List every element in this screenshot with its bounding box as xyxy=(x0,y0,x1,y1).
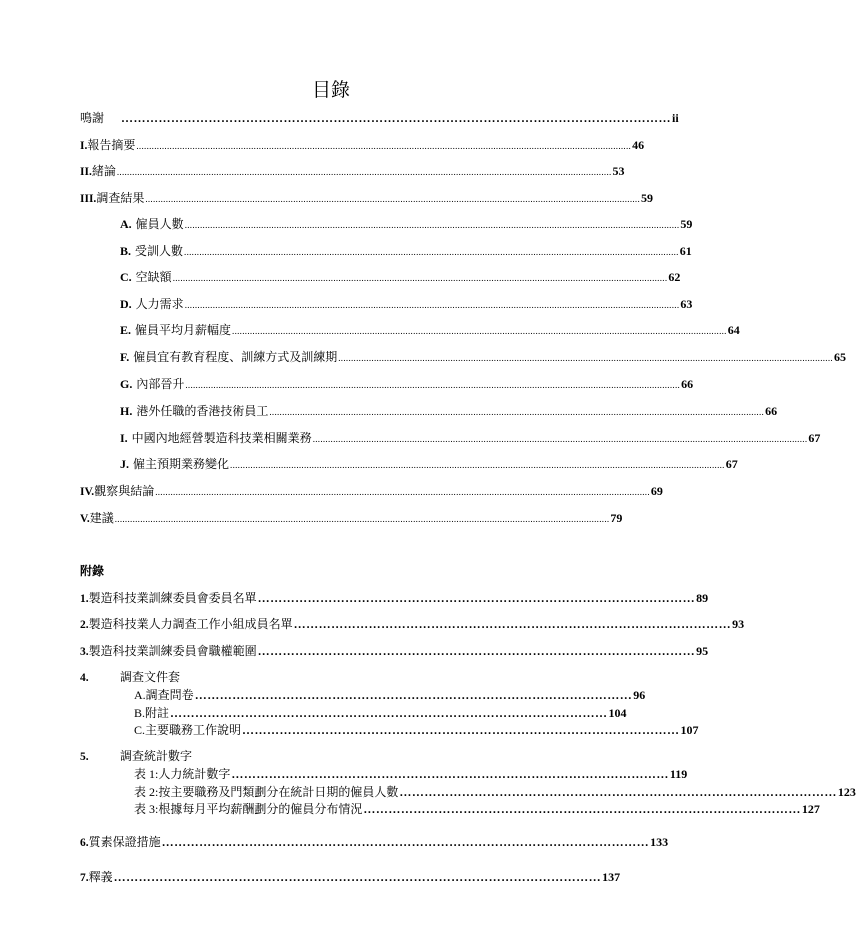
page-number: 64 xyxy=(727,323,740,337)
section-label: 僱員平均月薪幅度 xyxy=(135,323,232,337)
toc-table-1[interactable] xyxy=(134,766,688,782)
appendix-label: 調查統計數字 xyxy=(120,749,193,763)
leader-dots: .................................................................................................................................................................................................. xyxy=(114,514,610,524)
page-number: 66 xyxy=(765,404,778,418)
section-key: D. xyxy=(120,297,132,311)
page-number: 59 xyxy=(641,191,654,205)
appendix-number: 1. xyxy=(80,593,89,605)
page-number: 95 xyxy=(696,644,709,658)
leader-dots: …………………………………………………………………………………………… xyxy=(194,688,633,702)
chapter-number: IV. xyxy=(80,486,95,498)
appendix-label: 調查文件套 xyxy=(120,670,181,684)
page-number: 59 xyxy=(680,217,693,231)
leader-dots: .................................................................................................................................................................................................. xyxy=(232,326,727,336)
toc-appendix-4a[interactable] xyxy=(134,687,646,703)
appendix-number: 4. xyxy=(80,672,89,684)
page-number: 65 xyxy=(833,350,846,364)
appendix-number: 6. xyxy=(80,837,89,849)
page-number: 137 xyxy=(602,870,621,884)
page-number: 133 xyxy=(650,835,669,849)
doc-label: 主要職務工作說明 xyxy=(145,723,242,737)
appendix-label: 釋義 xyxy=(88,870,113,884)
section-key: F. xyxy=(120,350,130,364)
doc-label: 附註 xyxy=(145,706,170,720)
section-label: 僱主預期業務變化 xyxy=(133,457,230,471)
section-key: H. xyxy=(120,404,133,418)
chapter-label: 建議 xyxy=(89,511,114,525)
section-label: 空缺額 xyxy=(135,270,172,284)
page-number: 67 xyxy=(808,431,821,445)
section-key: A. xyxy=(120,217,132,231)
leader-dots: ……………………………………………………………………………………………………… xyxy=(161,835,650,849)
toc-chapter-3[interactable] xyxy=(80,190,654,207)
section-label: 內部晉升 xyxy=(136,377,185,391)
page-number: 123 xyxy=(837,785,856,799)
appendix-number: 3. xyxy=(80,646,89,658)
chapter-number: V. xyxy=(80,513,90,525)
leader-dots: …………………………………………………………………………………………… xyxy=(257,591,696,605)
section-key: B. xyxy=(120,244,132,258)
leader-dots: .................................................................................................................................................................................................. xyxy=(230,460,725,470)
page-number: 127 xyxy=(801,802,820,816)
page-number: 89 xyxy=(696,591,709,605)
leader-dots: .................................................................................................................................................................................................. xyxy=(184,300,680,310)
toc-section-c[interactable] xyxy=(120,269,681,286)
page-number: 96 xyxy=(633,688,646,702)
table-key: 表 3: xyxy=(134,802,159,816)
leader-dots: .................................................................................................................................................................................................. xyxy=(184,220,680,230)
page-number: 53 xyxy=(612,164,625,178)
appendix-number: 5. xyxy=(80,751,89,763)
page-number: 66 xyxy=(681,377,694,391)
appendix-number: 2. xyxy=(80,619,89,631)
toc-section-j[interactable] xyxy=(120,456,738,473)
section-label: 中國內地經營製造科技業相關業務 xyxy=(131,431,312,445)
table-key: 表 1: xyxy=(134,767,159,781)
leader-dots: …………………………………………………………………………………………… xyxy=(363,802,801,816)
page-number: 67 xyxy=(725,457,738,471)
doc-key: A. xyxy=(134,688,146,702)
section-key: I. xyxy=(120,431,128,445)
section-label: 人力需求 xyxy=(135,297,184,311)
chapter-number: III. xyxy=(80,193,97,205)
leader-dots: .................................................................................................................................................................................................. xyxy=(312,434,808,444)
appendix-label: 製造科技業訓練委員會職權範圍 xyxy=(88,644,257,658)
leader-dots: .................................................................................................................................................................................................. xyxy=(145,194,641,204)
page-title: 目錄 xyxy=(311,79,350,101)
doc-label: 調查問卷 xyxy=(145,688,194,702)
section-key: G. xyxy=(120,377,133,391)
leader-dots: …………………………………………………………………………………………………………………… xyxy=(121,111,671,125)
page-number: 61 xyxy=(679,244,692,258)
toc-chapter-1[interactable] xyxy=(80,137,645,154)
chapter-label: 觀察與結論 xyxy=(94,484,155,498)
toc-chapter-5[interactable] xyxy=(80,510,623,527)
toc-appendix-4[interactable] xyxy=(80,669,577,686)
chapter-label: 調查結果 xyxy=(96,191,145,205)
toc-table-3[interactable] xyxy=(134,801,820,817)
table-key: 表 2: xyxy=(134,785,159,799)
appendix-heading: 附錄 xyxy=(80,564,105,578)
leader-dots: …………………………………………………………………………………………… xyxy=(293,617,732,631)
doc-key: C. xyxy=(134,723,146,737)
toc-section-e[interactable] xyxy=(120,322,740,339)
section-label: 僱員人數 xyxy=(135,217,184,231)
table-label: 按主要職務及門類劃分在統計日期的僱員人數 xyxy=(158,785,399,799)
leader-dots: .................................................................................................................................................................................................. xyxy=(184,247,679,257)
leader-dots: …………………………………………………………………………………………… xyxy=(170,706,608,720)
toc-chapter-2[interactable] xyxy=(80,163,625,180)
toc-appendix-1[interactable] xyxy=(80,590,709,607)
appendix-label: 製造科技業訓練委員會委員名單 xyxy=(88,591,257,605)
page-number: ii xyxy=(672,111,679,125)
page-number: 46 xyxy=(632,138,645,152)
toc-appendix-4c[interactable] xyxy=(134,722,699,738)
appendix-label: 質素保證措施 xyxy=(88,835,161,849)
toc-section-a[interactable] xyxy=(120,216,693,233)
toc-appendix-2[interactable] xyxy=(80,616,745,633)
toc-section-d[interactable] xyxy=(120,296,693,313)
toc-entry-ack[interactable] xyxy=(80,110,679,126)
section-key: C. xyxy=(120,270,132,284)
leader-dots: .................................................................................................................................................................................................. xyxy=(269,407,765,417)
toc-section-h[interactable] xyxy=(120,403,778,420)
leader-dots: …………………………………………………………………………………………… xyxy=(231,767,669,781)
leader-dots: .................................................................................................................................................................................................. xyxy=(185,380,681,390)
leader-dots: …………………………………………………………………………………………… xyxy=(242,723,680,737)
section-label: 港外任職的香港技術員工 xyxy=(136,404,269,418)
toc-appendix-7[interactable] xyxy=(80,869,621,886)
toc-ack-label: 鳴謝 xyxy=(80,111,105,125)
toc-section-f[interactable] xyxy=(120,349,846,366)
page-number: 62 xyxy=(668,270,681,284)
toc-section-g[interactable] xyxy=(120,376,694,393)
table-label: 人力統計數字 xyxy=(158,767,231,781)
section-label: 僱員宜有教育程度、訓練方式及訓練期 xyxy=(133,350,338,364)
leader-dots: .................................................................................................................................................................................................. xyxy=(155,487,650,497)
toc-section-b[interactable] xyxy=(120,243,692,260)
chapter-number: II. xyxy=(80,166,92,178)
page-number: 104 xyxy=(608,706,627,720)
toc-chapter-4[interactable] xyxy=(80,483,663,500)
leader-dots: .................................................................................................................................................................................................. xyxy=(136,141,632,151)
toc-table-2[interactable] xyxy=(134,784,856,800)
chapter-label: 報告摘要 xyxy=(87,138,136,152)
leader-dots: .................................................................................................................................................................................................. xyxy=(116,167,612,177)
page-number: 119 xyxy=(669,767,688,781)
toc-appendix-5[interactable] xyxy=(80,748,577,765)
toc-appendix-4b[interactable] xyxy=(134,705,627,721)
leader-dots: .................................................................................................................................................................................................. xyxy=(172,273,668,283)
appendix-number: 7. xyxy=(80,872,89,884)
page-number: 107 xyxy=(680,723,699,737)
toc-appendix-3[interactable] xyxy=(80,643,709,660)
page-number: 93 xyxy=(732,617,745,631)
page-number: 63 xyxy=(680,297,693,311)
leader-dots: …………………………………………………………………………………………… xyxy=(257,644,696,658)
leader-dots: …………………………………………………………………………………………… xyxy=(399,785,837,799)
chapter-label: 緒論 xyxy=(91,164,116,178)
doc-key: B. xyxy=(134,706,146,720)
section-key: J. xyxy=(120,457,129,471)
toc-section-i[interactable] xyxy=(120,430,821,447)
chapter-number: I. xyxy=(80,140,88,152)
section-label: 受訓人數 xyxy=(135,244,184,258)
toc-appendix-6[interactable] xyxy=(80,834,669,851)
page-number: 79 xyxy=(610,511,623,525)
section-key: E. xyxy=(120,323,132,337)
table-label: 根據每月平均薪酬劃分的僱員分布情況 xyxy=(158,802,363,816)
appendix-label: 製造科技業人力調查工作小組成員名單 xyxy=(88,617,293,631)
leader-dots: .................................................................................................................................................................................................. xyxy=(338,353,833,363)
page-number: 69 xyxy=(650,484,663,498)
leader-dots: ……………………………………………………………………………………………………… xyxy=(113,870,602,884)
